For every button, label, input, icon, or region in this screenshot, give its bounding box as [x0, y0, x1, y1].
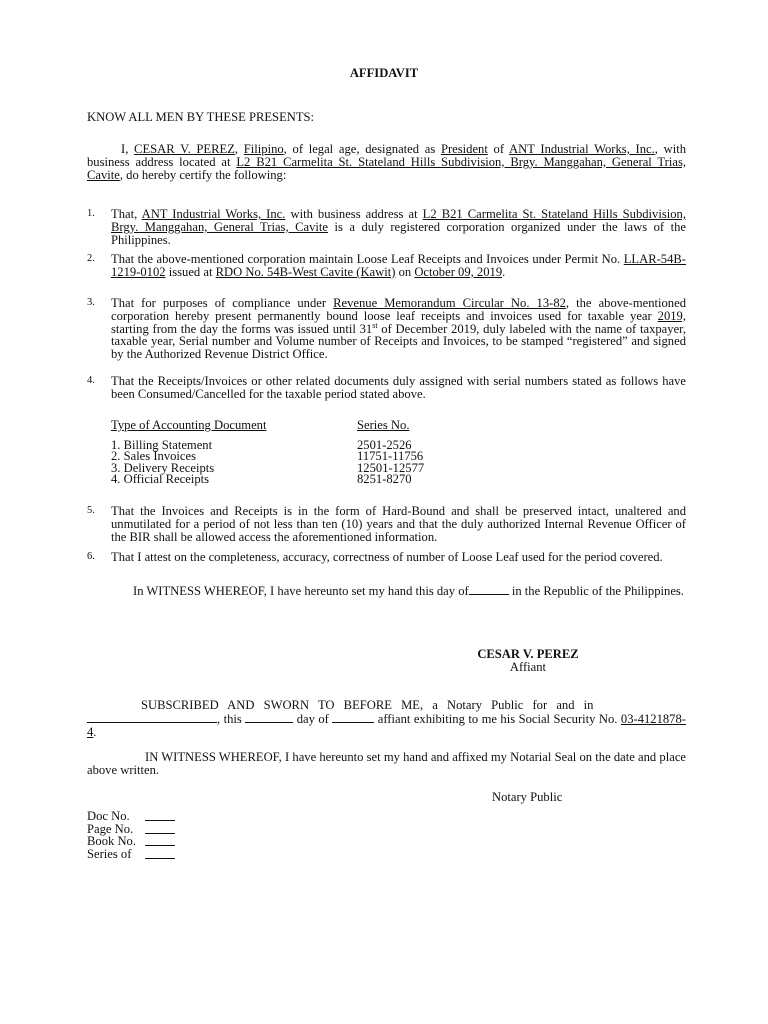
register-field-blank [145, 848, 175, 859]
subscribed-text: SUBSCRIBED AND SWORN TO BEFORE ME, a Notary Public for and in [141, 698, 594, 712]
table-cell: 11751-11756 [357, 449, 424, 464]
company-name: ANT Industrial Works, Inc. [509, 142, 655, 156]
subscribed-text: , this [217, 711, 242, 726]
affiant-name: CESAR V. PEREZ [477, 647, 579, 661]
clause-5 [87, 505, 686, 543]
clause-number: 1. [87, 208, 95, 219]
accounting-documents-table [111, 420, 511, 486]
subscribed-text: affiant exhibiting to me his Social Security No. [377, 711, 618, 726]
clause-fragment: That the above-mentioned corporation maintain Loose Leaf Receipts and Invoices under Permit No. [111, 252, 624, 266]
clause-text [111, 253, 686, 279]
table-header: Type of Accounting Document [111, 418, 267, 432]
table-cell: 1. Billing Statement [111, 437, 213, 452]
clause-4 [87, 375, 686, 401]
clause-6 [87, 551, 686, 564]
clause-fragment: of December 2019, duly labeled with the name of taxpayer, taxable year, Serial number and Volume number of Receipts and Invoices, to be stamped “registered” and signed by the Authorized Revenue District Office. [111, 321, 687, 362]
business-address: L2 B21 Carmelita St. Stateland Hills Subdivision, Brgy. Manggahan, General Trias, Cavite [87, 154, 687, 182]
witness-text: in the Republic of the Philippines. [511, 584, 684, 598]
table-cell: 2501-2526 [357, 437, 412, 452]
affiant-signature-block [472, 648, 584, 674]
table-cell: 2. Sales Invoices [111, 449, 196, 464]
witness-text: In WITNESS WHEREOF, I have hereunto set my hand this day of [133, 584, 469, 598]
clause-fragment: That, [111, 207, 142, 221]
notarial-register-fields [87, 810, 175, 860]
intro-text: , with business address located at [87, 142, 687, 169]
taxable-year: 2019, [657, 308, 686, 323]
register-field [87, 810, 175, 823]
clause-fragment: That for purposes of compliance under [111, 296, 334, 310]
clause-text [111, 208, 686, 246]
clause-fragment: issued at [165, 264, 216, 279]
clause-text: That I attest on the completeness, accuracy, correctness of number of Loose Leaf used for the period covered. [111, 550, 663, 564]
intro-text: , do hereby certify the following: [119, 167, 287, 182]
place-blank [87, 712, 217, 723]
table-cell: 8251-8270 [357, 472, 412, 487]
register-field [87, 848, 175, 861]
table-header-row [111, 420, 511, 432]
clause-number: 6. [87, 551, 95, 562]
clause-fragment: with business address at [285, 207, 423, 221]
table-cell: 4. Official Receipts [111, 472, 210, 487]
register-field-label: Page No. [87, 821, 134, 836]
month-blank [332, 712, 374, 723]
clause-fragment: starting from the day the forms was issued until 31 [111, 321, 373, 336]
subscribed-text: day of [296, 711, 329, 726]
intro-paragraph [87, 143, 686, 181]
company-name: ANT Industrial Works, Inc. [141, 207, 286, 221]
day-blank [469, 584, 509, 595]
intro-text: I, [121, 142, 135, 156]
clause-fragment: is a duly registered corporation organized under the laws of the Philippines. [111, 219, 686, 247]
document-title: AFFIDAVIT [349, 66, 419, 80]
register-field-blank [145, 823, 175, 834]
intro-text: , of legal age, designated as [283, 142, 441, 156]
clause-number: 5. [87, 505, 95, 516]
clause-2 [87, 253, 686, 279]
affiant-role: Affiant [509, 660, 547, 674]
register-field [87, 835, 175, 848]
clause-fragment: . [502, 264, 506, 279]
business-address: L2 B21 Carmelita St. Stateland Hills Subdivision, Brgy. Manggahan, General Trias, Cavite [111, 207, 686, 234]
intro-text: of [487, 142, 510, 156]
table-cell: 3. Delivery Receipts [111, 460, 215, 475]
clause-fragment: on [395, 264, 415, 279]
clause-fragment: , the above-mentioned corporation hereby present permanently bound loose leaf receipts and invoices used for taxable year [111, 296, 686, 323]
witness-paragraph [93, 584, 686, 598]
notary-public-label: Notary Public [492, 790, 563, 804]
ssn-number: 03-4121878-4 [87, 711, 686, 739]
table-row [111, 474, 511, 486]
date-blank [245, 712, 293, 723]
subscribed-paragraph [87, 699, 686, 738]
circular-reference: Revenue Memorandum Circular No. 13-82 [333, 296, 566, 310]
nationality: Filipino [243, 142, 284, 156]
intro-text: , [234, 142, 244, 156]
clause-number: 4. [87, 375, 95, 386]
clause-number: 3. [87, 297, 95, 308]
ordinal-suffix: st [372, 320, 378, 330]
register-field-label: Doc No. [87, 809, 130, 823]
register-field-label: Series of [87, 846, 132, 861]
opening-line: KNOW ALL MEN BY THESE PRESENTS: [87, 110, 315, 124]
clause-number: 2. [87, 253, 95, 264]
clause-text [111, 297, 686, 361]
notary-witness-paragraph: IN WITNESS WHEREOF, I have hereunto set my hand and affixed my Notarial Seal on the date and place above written. [87, 750, 686, 777]
clause-3 [87, 297, 686, 361]
register-field-blank [145, 810, 175, 821]
register-field-blank [145, 835, 175, 846]
register-field-label: Book No. [87, 834, 136, 849]
permit-number: LLAR-54B-1219-0102 [111, 252, 686, 279]
affiant-name-inline: CESAR V. PEREZ [134, 142, 235, 156]
rdo-name: RDO No. 54B-West Cavite (Kawit) [215, 264, 396, 279]
clause-text: That the Invoices and Receipts is in the form of Hard-Bound and shall be preserved intact, unaltered and unmutilated for a period of not less than ten (10) years and that the duly authorized Internal Revenue Officer of the BIR shall be allowed access the aforementioned information. [111, 504, 686, 544]
table-header: Series No. [357, 418, 410, 432]
subscribed-text: . [93, 724, 97, 739]
clause-1 [87, 208, 686, 246]
position: President [440, 142, 488, 156]
table-cell: 12501-12577 [357, 460, 425, 475]
clause-text: That the Receipts/Invoices or other related documents duly assigned with serial numbers stated as follows have been Consumed/Cancelled for the taxable period stated above. [111, 374, 686, 401]
permit-date: October 09, 2019 [414, 264, 503, 279]
